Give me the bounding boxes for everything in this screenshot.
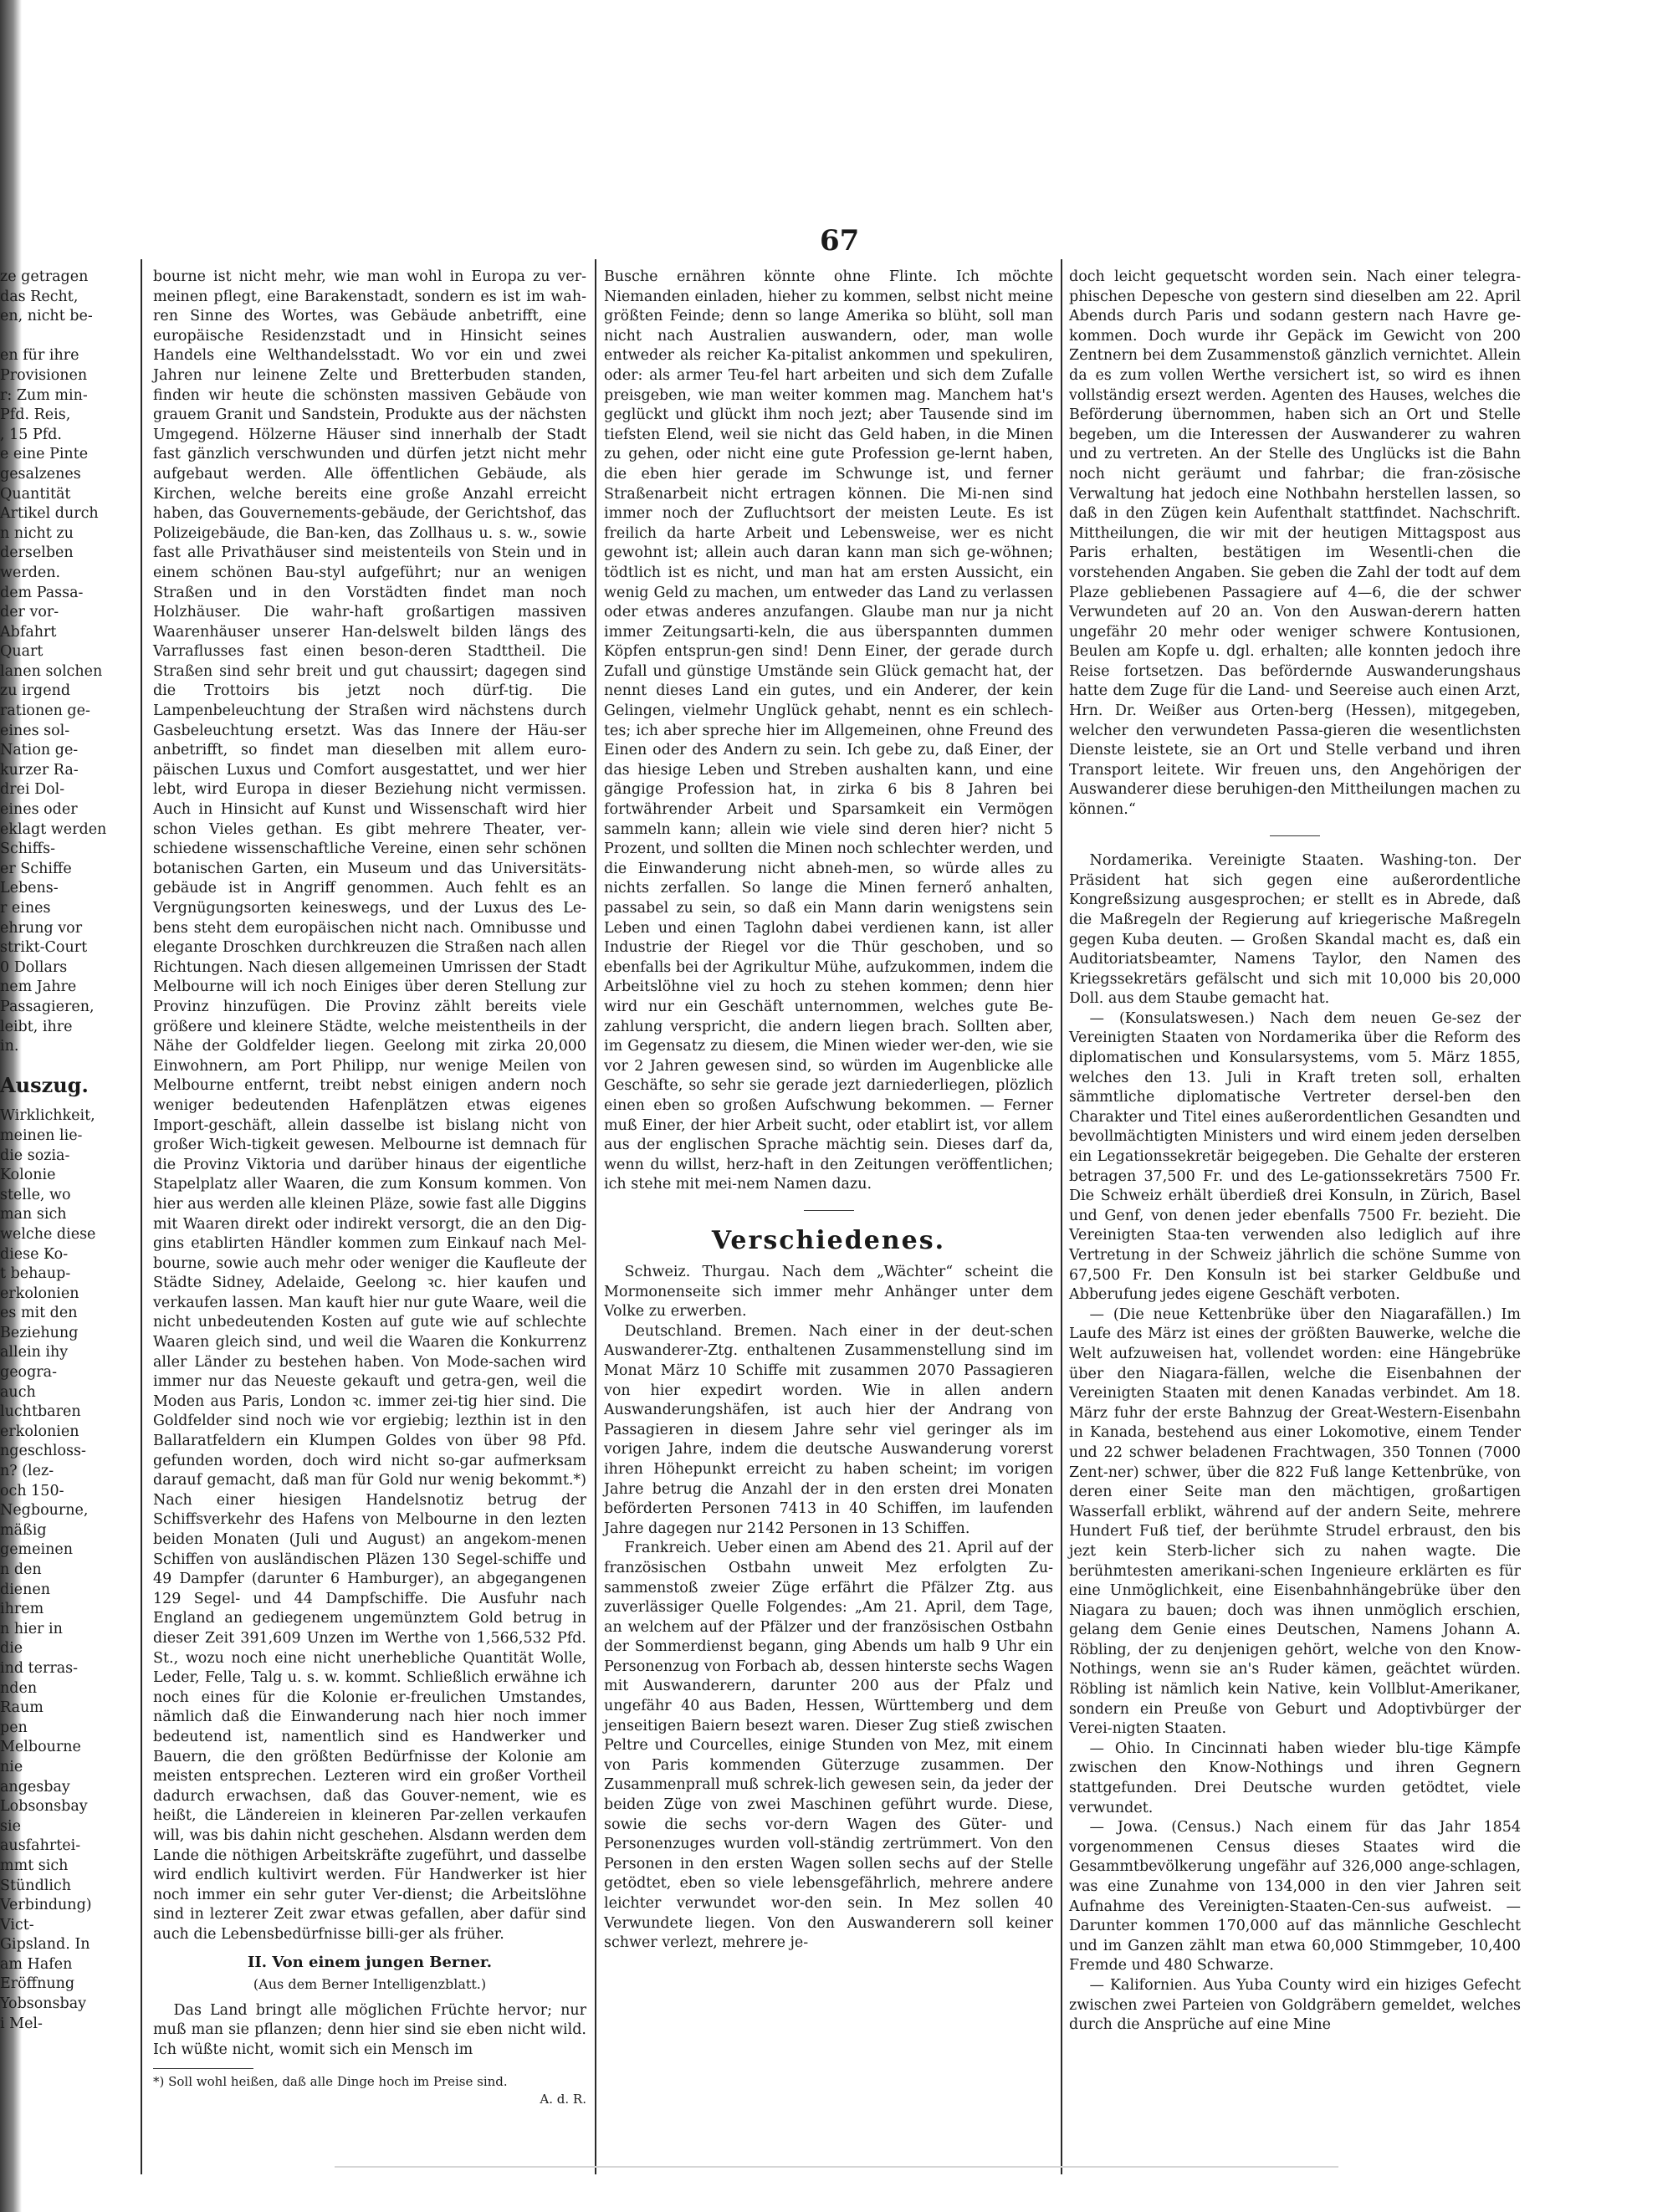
cropped-line: en für ihre	[0, 347, 79, 365]
cropped-line: n? (lez-	[0, 1463, 54, 1480]
article-paragraph: Das Land bringt alle möglichen Früchte hervor; nur muß man sie pflanzen; denn hier sind sie eben nicht wild. Ich wüßte nicht, womit sich ein Mensch im	[153, 2001, 586, 2058]
left-cropped-column	[0, 268, 117, 2034]
cropped-line: die sozia-	[0, 1147, 70, 1164]
cropped-line: Provisionen	[0, 366, 88, 384]
cropped-line: Verbindung)	[0, 1897, 92, 1914]
cropped-line: Eröffnung	[0, 1975, 75, 1993]
cropped-line: Kolonie	[0, 1167, 56, 1184]
news-item: — Ohio. In Cincinnati haben wieder blu-tige Kämpfe zwischen den Know-Nothings und ihren Gegnern stattgefunden. Drei Deutsche wurden getödtet, viele verwundet.	[1069, 1739, 1521, 1816]
cropped-line: och 150-	[0, 1482, 64, 1499]
column-divider	[1061, 259, 1062, 2174]
cropped-line: t behaup-	[0, 1265, 71, 1283]
cropped-line: 0 Dollars	[0, 958, 68, 976]
cropped-line: gemeinen	[0, 1541, 74, 1559]
news-item: Deutschland. Bremen. Nach einer in der deut-schen Auswanderer-Ztg. enthaltenen Zusammenstellung sind im Monat März 10 Schiffe mit zusammen 2070 Passagieren von hier expedirt worden. Wie in allen andern Auswanderungshäfen, ist auch hier der Andrang von Passagieren in diesem Jahre sehr viel geringer als im vorigen Jahre, indem die deutsche Auswanderung vorerst ihren Höhepunkt erreicht zu haben scheint; im vorigen Jahre betrug die Anzahl der in den ersten drei Monaten beförderten Personen 7413 in 40 Schiffen, im laufenden Jahre dagegen nur 2142 Personen in 13 Schiffen.	[604, 1322, 1053, 1537]
cropped-line: gesalzenes	[0, 465, 81, 483]
cropped-line: erkolonien	[0, 1285, 79, 1302]
cropped-line: i Mel-	[0, 2015, 43, 2032]
cropped-line: erkolonien	[0, 1423, 79, 1440]
cropped-line: mmt sich	[0, 1857, 69, 1874]
letter-heading: II. Von einem jungen Berner.	[247, 1954, 493, 1972]
cropped-line: ihrem	[0, 1601, 44, 1618]
footnote-divider	[153, 2068, 253, 2069]
cropped-line: zu irgend	[0, 682, 71, 700]
column-divider	[595, 259, 596, 2174]
section-divider	[804, 1210, 854, 1212]
footnote-signature: A. d. R.	[540, 2092, 586, 2107]
cropped-line: Abfahrt	[0, 623, 57, 641]
cropped-line: Melbourne	[0, 1739, 81, 1756]
cropped-line: das Recht,	[0, 288, 79, 305]
scan-bottom-artifact	[335, 2166, 1338, 2168]
cropped-line: auch	[0, 1383, 36, 1401]
cropped-line: man sich	[0, 1206, 67, 1223]
cropped-line: welche diese	[0, 1225, 96, 1243]
cropped-line: Vict-	[0, 1916, 34, 1934]
cropped-line: Quart	[0, 643, 43, 661]
section-title-verschiedenes: Verschiedenes.	[711, 1226, 946, 1256]
cropped-line: r eines	[0, 900, 51, 917]
cropped-line: am Hafen	[0, 1955, 73, 1973]
cropped-line: eines sol-	[0, 722, 70, 739]
cropped-line: Quantität	[0, 485, 71, 503]
news-item: — (Konsulatswesen.) Nach dem neuen Ge-sez der Vereinigten Staaten von Nordamerika über die Reform des diplomatischen und Konsularsystems, vom 5. März 1855, welches den 13. Juli in Kraft treten soll, erhalten sämmtliche diplomatische Vertreter dersel-ben den Charakter und Titel eines außerordentlichen Gesandten und bevollmächtigten Ministers und wird einem jeden derselben ein Legationssekretär beigegeben. Die Gehalte der ersteren betragen 37,500 Fr. und des Le-gationssekretärs 7500 Fr. Die Schweiz erhält überdieß drei Konsuln, in Zürich, Basel und Genf, von denen jeder ebenfalls 7500 Fr. bezieht. Die Vereinigten Staa-ten verwenden also lediglich auf ihre Vertretung in der Schweiz jährlich die schöne Summe von 67,500 Fr. Den Konsuln ist bei starker Geldbuße und Abberufung jedes eigene Geschäft verboten.	[1069, 1009, 1521, 1304]
cropped-line: es mit den	[0, 1305, 78, 1322]
cropped-line: Yobsonsbay	[0, 1995, 87, 2013]
cropped-line: geogra-	[0, 1364, 58, 1382]
cropped-line: nem Jahre	[0, 978, 77, 996]
cropped-line: derselben	[0, 544, 74, 562]
cropped-line: angesbay	[0, 1778, 70, 1796]
cropped-line: meinen lie-	[0, 1126, 83, 1144]
cropped-line: n nicht zu	[0, 524, 74, 542]
cropped-line: ze getragen	[0, 268, 89, 285]
cropped-line: n den	[0, 1561, 42, 1578]
news-item: Frankreich. Ueber einen am Abend des 21. April auf der französischen Ostbahn unweit Mez erfolgten Zu-sammenstoß zweier Züge erfährt die Pfälzer Ztg. aus zuverlässiger Quelle Folgendes: „Am 21. April, dem Tage, an welchem auf der Pfälzer und der französischen Ostbahn der Sommerdienst begann, ging Abends um halb 9 Uhr ein Personenzug von Forbach ab, dessen hinterste sechs Wagen mit Auswanderern, darunter 200 aus der Pfalz und ungefähr 40 aus Baden, Hessen, Württemberg und dem jenseitigen Baiern besezt waren. Dieser Zug stieß zwischen Peltre und Courcelles, einige Stunden von Mez, mit einem von Paris kommenden Güterzuge zusammen. Der Zusammenprall muß schrek-lich gewesen sein, da jeder der beiden Züge von zwei Maschinen geführt wurde. Diese, sowie die sechs vor-dern Wagen des Güter- und Personenzuges wurden voll-ständig zertrümmert. Von den Personen in den ersten Wagen sollen sechs auf der Stelle getödtet, eben so viele lebensgefährlich, mehrere andere leichter verwundet wor-den sein. In Mez sollen 40 Verwundete liegen. Von den Auswanderern soll keiner schwer verlezt, mehrere je-	[604, 1540, 1053, 1952]
cropped-line: dem Passa-	[0, 584, 84, 601]
column-1	[153, 268, 586, 2110]
cropped-line: diese Ko-	[0, 1245, 69, 1263]
cropped-line: Stündlich	[0, 1877, 72, 1894]
news-item: — Jowa. (Census.) Nach einem für das Jahr 1854 vorgenommenen Census dieses Staates wird die Gesammtbevölkerung ungefähr auf 326,000 ange-schlagen, was eine Zunahme von 134,000 in den vier Jahren seit Aufnahme des Vereinigten-Staaten-Cen-sus aufweist. — Darunter kommen 170,000 auf das männliche Geschlecht und im Ganzen zählt man etwa 60,000 Stimmgeber, 10,400 Fremde und 480 Schwarze.	[1069, 1819, 1521, 1974]
article-paragraph: Busche ernähren könnte ohne Flinte. Ich möchte Niemanden einladen, hieher zu kommen, selbst nicht meine größten Feinde; denn so lange Amerika so blüht, soll man nicht nach Australien auswandern, oder, man wolle entweder als reicher Ka-pitalist ankommen und spekuliren, oder: als armer Teu-fel hart arbeiten und sich dem Zufalle preisgeben, wie man weiter kommen mag. Manchem hat's geglückt und glückt ihm noch jezt; aber Tausende sind im tiefsten Elend, weil sie nicht das Geld haben, in die Minen zu gehen, oder nicht eine gute Profession ge-lernt haben, die eben hier gerade im Schwunge ist, und ferner Straßenarbeit nicht ertragen können. Die Mi-nen sind immer noch der Zufluchtsort der meisten Leute. Es ist freilich da harte Arbeit und Lebensweise, wer es nicht gewohnt ist; allein auch daran kann man sich ge-wöhnen; tödtlich ist es nicht, und man hat am ersten Aussicht, ein wenig Geld zu machen, um entweder das Land zu verlassen oder etwas anderes anzufangen. Glaube man nur ja nicht immer Zeitungsarti-keln, die aus überspannten dummen Köpfen entsprun-gen sind! Denn Einer, der gerade durch Zufall und günstige Umstände sein Glück gemacht hat, der nennt dieses Land ein gutes, und ein Anderer, der kein Gelingen, vielmehr Unglück gehabt, nennt es ein schlech-tes; ich aber spreche hier im Allgemeinen, ohne Freund des Einen oder des Andern zu sein. Ich gebe zu, daß Einer, der das hiesige Leben und Streben aushalten kann, und eine gängige Profession hat, in zirka 6 bis 8 Jahren bei fortwährender Arbeit und Sparsamkeit ein Vermögen sammeln kann; allein wie viele sind deren hier? nicht 5 Prozent, und sollten die Minen noch schlechter werden, und die Einwanderung nicht abneh-men, so würde alles zu nichts zerfallen. So lange die Minen fernerő anhalten, passabel zu sein, so daß ein Mann darin wenigstens sein Leben und einen Taglohn dabei verdienen kann, ist aller Industrie der Riegel vor die Thür geschoben, und so ebenfalls bei der Agrikultur Mühe, aufzukommen, indem die Arbeitslöhne viel zu hoch zu stehen kommen; denn hier wird nur ein Geschäft unternommen, welches gute Be-zahlung verspricht, die andern liegen brach. Sollten aber, im Gegensatz zu diesem, die Minen wieder wer-den, wie sie vor 2 Jahren gewesen sind, so würden im Augenblicke alle Geschäfte, so sehr sie gerade jezt darniederliegen, plözlich einen eben so großen Aufschwung bekommen. — Ferner muß Einer, der hier Arbeit sucht, oder etablirt ist, vor allem aus der englischen Sprache mächtig sein. Dieses darf da, wenn du willst, herz-haft in den Zeitungen veröffentlichen; ich stehe mit mei-nem Namen dazu.	[604, 268, 1053, 1193]
column-2	[604, 268, 1053, 1954]
cropped-line: Beziehung	[0, 1324, 79, 1341]
news-item: Schweiz. Thurgau. Nach dem „Wächter“ scheint die Mormonenseite sich immer mehr Anhänger unter dem Volke zu erwerben.	[604, 1264, 1053, 1321]
footnote: *) Soll wohl heißen, daß alle Dinge hoch im Preise sind.	[153, 2074, 508, 2090]
cropped-line: Pfd. Reis,	[0, 406, 71, 424]
page-number: 67	[820, 224, 860, 258]
cropped-line: er Schiffe	[0, 860, 72, 877]
cropped-line: Nation ge-	[0, 742, 79, 759]
column-3	[1069, 268, 1521, 2036]
cropped-line: in.	[0, 1038, 19, 1055]
cropped-line: Lebens-	[0, 880, 59, 897]
cropped-line: strikt-Court	[0, 939, 88, 957]
cropped-line: sie	[0, 1817, 21, 1835]
cropped-line: leibt, ihre	[0, 1018, 73, 1035]
cropped-line: ind terras-	[0, 1659, 79, 1677]
cropped-line: ngeschloss-	[0, 1443, 86, 1460]
letter-source-note: (Aus dem Berner Intelligenzblatt.)	[253, 1976, 487, 1993]
cropped-line: eklagt werden	[0, 820, 107, 838]
cropped-line: mäßig	[0, 1521, 47, 1539]
cropped-line: eines oder	[0, 801, 78, 819]
news-item: — Kalifornien. Aus Yuba County wird ein hiziges Gefecht zwischen zwei Parteien von Goldgräbern gemeldet, welches durch die Ansprüche auf eine Mine	[1069, 1976, 1521, 2034]
cropped-line: en, nicht be-	[0, 308, 93, 325]
cropped-line: kurzer Ra-	[0, 761, 79, 779]
cropped-line: werden.	[0, 564, 61, 581]
cropped-line: lanen solchen	[0, 662, 103, 680]
cropped-line: Schiffs-	[0, 840, 55, 858]
cropped-line: Passagieren,	[0, 998, 95, 1015]
cropped-line: Lobsonsbay	[0, 1798, 88, 1816]
cropped-line: , 15 Pfd.	[0, 426, 62, 443]
cropped-line: Gipsland. In	[0, 1936, 90, 1954]
cropped-line: der vor-	[0, 604, 59, 621]
cropped-line: Wirklichkeit,	[0, 1107, 95, 1125]
article-paragraph: doch leicht gequetscht worden sein. Nach einer telegra-phischen Depesche von gestern sind dieselben am 22. April Abends durch Paris und sodann gestern nach Havre ge-kommen. Doch wurde ihr Gepäck im Gewicht von 200 Zentnern bei dem Zusammenstoß gänzlich vernichtet. Allein da es zum vollen Werthe versichert ist, so wird es ihnen vollständig ersezt werden. Agenten des Hauses, welches die Beförderung übernommen, haben sich an Ort und Stelle begeben, um die Interessen der Auswanderer zu wahren und zu vertreten. An der Stelle des Unglücks ist die Bahn noch nicht geräumt und fahrbar; die fran-zösische Verwaltung hat jedoch eine Nothbahn herstellen lassen, so daß in den Zügen kein Aufenthalt stattfindet. Nachschrift. Mittheilungen, die wir mit der heutigen Mittagspost aus Paris erhalten, bestätigen im Wesentli-chen die vorstehenden Angaben. Sie geben die Zahl der todt auf dem Plaze gebliebenen Passagiere auf 4—6, die der schwer Verwundeten auf 20 an. Von den Auswan-derern hatten ungefähr 20 mehr oder weniger schwere Kontusionen, Beulen am Kopfe u. dgl. erhalten; alle konnten jedoch ihre Reise fortsetzen. Das befördernde Auswanderungshaus hatte dem Zuge für die Land- und Seereise auch einen Arzt, Hrn. Dr. Weißer aus Orten-berg (Hessen), mitgegeben, welcher den verwundeten Passa-gieren die wesentlichsten Dienste leistete, sie an Ort und Stelle verband und ihren Transport leitete. Wir freuen uns, den Angehörigen der Auswanderer diese beruhigen-den Mittheilungen machen zu können.“	[1069, 268, 1521, 819]
column-divider	[141, 259, 142, 2174]
cropped-line: allein ihy	[0, 1344, 69, 1361]
cropped-line: dienen	[0, 1581, 51, 1598]
cropped-line	[0, 327, 117, 347]
cropped-line: stelle, wo	[0, 1186, 71, 1203]
cropped-line: Raum	[0, 1699, 43, 1717]
article-paragraph: bourne ist nicht mehr, wie man wohl in Europa zu ver-meinen pflegt, eine Barakenstadt, sondern es ist im wah-ren Sinne des Wortes, was Gebäude anbetrifft, eine europäische Residenzstadt und in Hinsicht seines Handels eine Welthandelsstadt. Wo vor ein und zwei Jahren nur leinene Zelte und Bretterbuden standen, finden wir heute die schönsten massiven Gebäude von grauem Granit und Sandstein, Produkte aus der nächsten Umgegend. Hölzerne Häuser sind innerhalb der Stadt fast gänzlich verschwunden und dürfen jetzt nicht mehr aufgebaut werden. Alle öffentlichen Gebäude, als Kirchen, welche bereits eine große Anzahl erreicht haben, das Gouvernements-gebäude, der Gerichtshof, das Polizeigebäude, die Ban-ken, das Zollhaus u. s. w., sowie fast alle Privathäuser sind meistenteils von Stein und in einem schönen Bau-styl aufgeführt; nur an wenigen Straßen und in den Vorstädten findet man noch Holzhäuser. Die wahr-haft großartigen massiven Waarenhäuser unserer Han-delswelt bilden längs des Varraflusses fast einen beson-deren Stadttheil. Die Straßen sind sehr breit und gut chaussirt; dagegen sind die Trottoirs bis jetzt noch dürf-tig. Die Lampenbeleuchtung der Straßen wird nächstens durch Gasbeleuchtung ersetzt. Was das Innere der Häu-ser anbetrifft, so findet man dieselben mit allem euro-päischen Luxus und Comfort ausgestattet, und wer hier lebt, wird Europa in dieser Beziehung nicht vermissen. Auch in Hinsicht auf Kunst und Wissenschaft wird hier schon Vieles gethan. Es gibt mehrere Theater, ver-schiedene wissenschaftliche Vereine, einen sehr schönen botanischen Garten, ein Museum und das Universitäts-gebäude ist in Angriff genommen. Auch fehlt es an Vergnügungsorten keineswegs, und der Luxus des Le-bens steht dem europäischen nicht nach. Omnibusse und elegante Droschken durchkreuzen die Straßen nach allen Richtungen. Nach diesen allgemeinen Umrissen der Stadt Melbourne will ich noch Einiges über deren Stellung zur Provinz hinzufügen. Die Provinz zählt bereits viele größere und kleinere Städte, welche meistentheils in der Nähe der Goldfelder liegen. Geelong mit zirka 20,000 Einwohnern, am Port Philipp, nur wenige Meilen von Melbourne entfernt, treibt nebst einigen andern noch weniger bedeutenden Hafenplätzen etwas eigenes Import-geschäft, allein dasselbe ist bislang nicht von großer Wich-tigkeit gewesen. Melbourne ist demnach für die Provinz Viktoria und darüber hinaus der eigentliche Stapelplatz aller Waaren, die zum Konsum kommen. Von hier aus werden alle kleinen Pläze, sowie fast alle Diggins mit Waaren direkt oder indirekt versorgt, die an den Dig-gins etablirten Händler kommen zum Einkauf nach Mel-bourne, sowie auch mehr oder weniger die Kaufleute der Städte Sidney, Adelaide, Geelong ꝛc. hier kaufen und verkaufen lassen. Man kauft hier nur gute Waare, weil die nicht unbedeutenden Kosten auf gute wie auf schlechte Waaren gleich sind, und weil die Waaren die Konkurrenz aller Länder zu bestehen haben. Von Mode-sachen wird immer nur das Neueste gekauft und getra-gen, weil die Moden aus Paris, London ꝛc. immer zei-tig hier sind. Die Goldfelder sind noch wie vor ergiebig; lezthin ist in den Ballaratfeldern ein Klumpen Goldes von über 98 Pfd. gefunden worden, doch wird nicht so-gar aufmerksam darauf gemacht, daß man für Gold nur wenig bekommt.*) Nach einer hiesigen Handelsnotiz betrug der Schiffsverkehr des Hafens von Melbourne in den lezten beiden Monaten (Juli und August) an angekom-menen Schiffen von ausländischen Pläzen 130 Segel-schiffe und 49 Dampfer (darunter 6 Hamburger), an abgegangenen 129 Segel- und 44 Dampfschiffe. Die Ausfuhr nach England an gediegenem ungemünztem Gold betrug in dieser Zeit 391,609 Unzen im Werthe von 1,566,532 Pfd. St., wozu noch eine nicht unerhebliche Quantität Wolle, Leder, Felle, Talg u. s. w. kommt. Schließlich erwähne ich noch eines für die Kolonie er-freulichen Umstandes, nämlich daß die Einwanderung nach hier noch immer bedeutend ist, namentlich sind es Handwerker und Bauern, die den größten Bedürfnisse der Kolonie am meisten entsprechen. Lezteren wird ein großer Vortheil dadurch erwachsen, daß das Gouver-nement, wie es heißt, die Ländereien in kleineren Par-zellen verkaufen will, was bis dahin nicht geschehen. Alsdann werden dem Lande die nöthigen Arbeitskräfte zugeführt, und dasselbe wird endlich kultivirt werden. Für Handwerker ist hier noch immer ein sehr guter Ver-dienst; die Arbeitslöhne sind in lezterer Zeit zwar etwas gefallen, aber dafür sind auch die Lebensbedürfnisse billi-ger als früher.	[153, 268, 586, 1943]
cropped-heading: Auszug.	[0, 1072, 89, 1097]
cropped-line: ausfahrtei-	[0, 1837, 81, 1855]
cropped-line: e eine Pinte	[0, 446, 89, 463]
news-item: Nordamerika. Vereinigte Staaten. Washing-ton. Der Präsident hat sich gegen eine außerordentliche Kongreßsizung ausgesprochen; er stellt es in Abrede, daß die Maßregeln der Regierung auf kriegerische Maßregeln gegen Kuba deuten. — Großen Skandal macht es, daß ein Auditoriatsbeamter, Namens Taylor, den Namen des Kriegssekretärs gefälscht und sich mit 10,000 bis 20,000 Doll. aus dem Staube gemacht hat.	[1069, 852, 1521, 1008]
cropped-line: luchtbaren	[0, 1403, 81, 1421]
cropped-line: rationen ge-	[0, 702, 90, 720]
news-item: — (Die neue Kettenbrüke über den Niagarafällen.) Im Laufe des März ist eines der größten Bauwerke, welche die Welt aufzuweisen hat, vollendet worden: eine Hängebrüke über den Niagara-fällen, welche die Eisenbahnen der Vereinigten Staaten mit denen Kanadas verbindet. Am 18. März fuhr der erste Bahnzug der Great-Western-Eisenbahn in Kanada, bestehend aus einer Lokomotive, einem Tender und 22 schwer beladenen Frachtwagen, 350 Tonnen (7000 Zent-ner) schwer, über die 822 Fuß lange Kettenbrüke, von deren einer Seite man den mächtigen, großartigen Wasserfall erblikt, während auf der andern Seite, mehrere Hundert Fuß tief, der berühmte Strudel erbraust, den bis jezt kein Sterb-licher sich zu nahen wagte. Die berühmtesten amerikani-schen Ingenieure erklärten es für eine Unmöglichkeit, eine Eisenbahnhängebrüke über den Niagara zu bauen; doch was ihnen unmöglich erschien, gelang dem Genie eines Deutschen, Namens Johann A. Röbling, der zu denjenigen gehört, welche von den Know-Nothings, wenn sie an's Ruder kämen, geächtet würden. Röbling ist nämlich kein Native, kein Vollblut-Amerikaner, sondern ein Preuße von Geburt und Adoptivbürger der Verei-nigten Staaten.	[1069, 1305, 1521, 1738]
cropped-line: drei Dol-	[0, 781, 65, 799]
section-divider	[1270, 835, 1320, 837]
cropped-line: nden	[0, 1679, 38, 1697]
cropped-line: r: Zum min-	[0, 386, 88, 404]
cropped-line: die	[0, 1640, 23, 1658]
cropped-line: ehrung vor	[0, 919, 83, 937]
cropped-line: pen	[0, 1719, 28, 1736]
cropped-line: Artikel durch	[0, 505, 99, 523]
cropped-line: n hier in	[0, 1620, 63, 1637]
cropped-line: Negbourne,	[0, 1502, 89, 1520]
cropped-line: nie	[0, 1758, 23, 1775]
